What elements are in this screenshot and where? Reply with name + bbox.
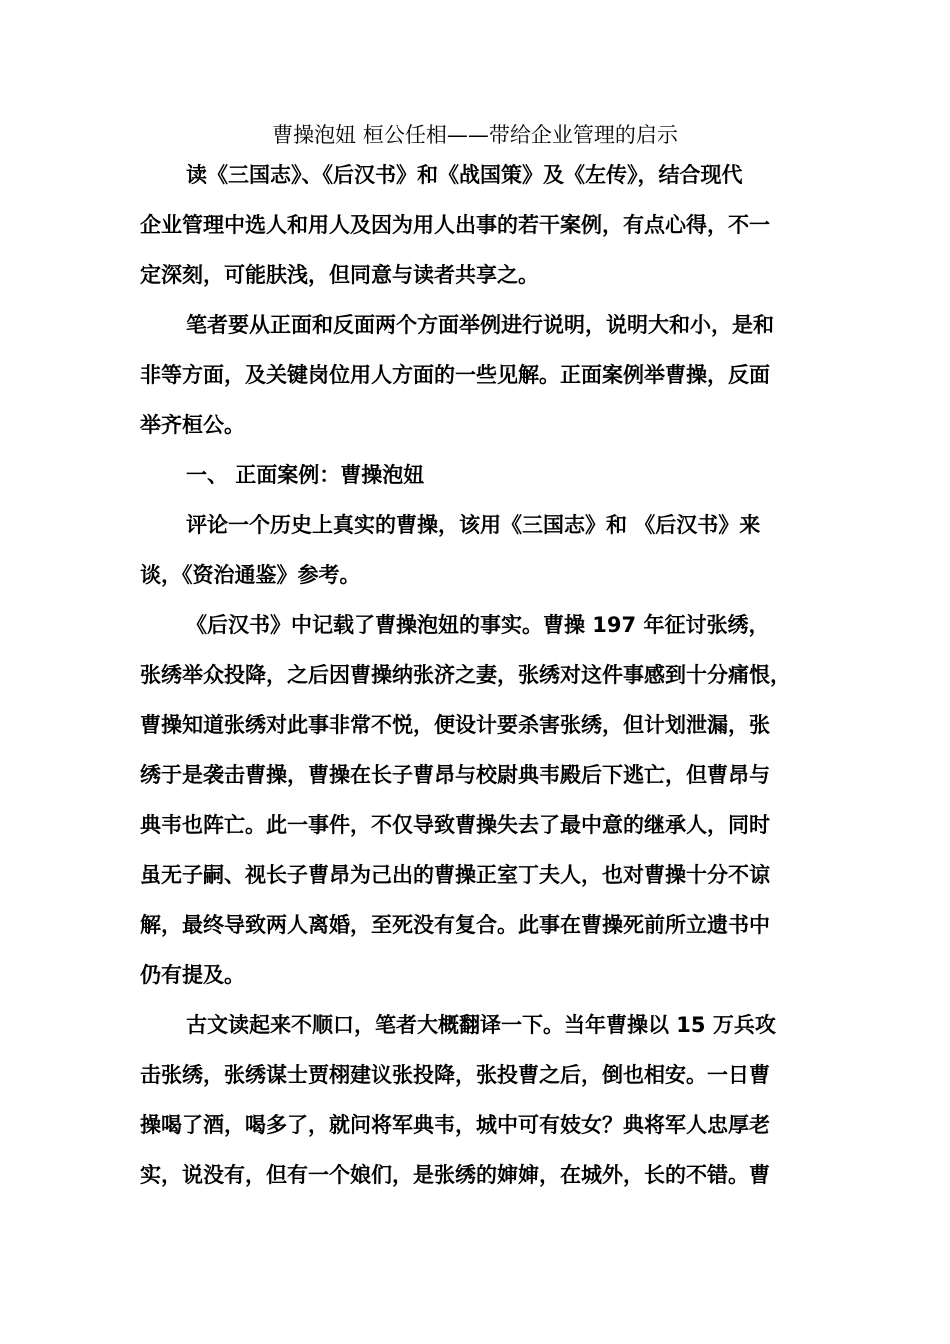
text-line: 击张绣，张绣谋士贾栩建议张投降，张投曹之后，倒也相安。一日曹 — [140, 1063, 770, 1087]
text-line: 读《三国志》、《后汉书》和《战国策》及《左传》，结合现代 — [186, 163, 743, 187]
text-line: 非等方面，及关键岗位用人方面的一些见解。正面案例举曹操，反面 — [140, 363, 770, 387]
text-line: 典韦也阵亡。此一事件，不仅导致曹操失去了最中意的继承人，同时 — [140, 813, 770, 837]
text-line: 《后汉书》中记载了曹操泡妞的事实。曹操 197 年征讨张绣， — [186, 613, 770, 637]
text-line: 定深刻，可能肤浅，但同意与读者共享之。 — [140, 263, 539, 287]
text-line: 实，说没有，但有一个娘们，是张绣的婶婶，在城外，长的不错。曹 — [140, 1163, 770, 1187]
text-line: 笔者要从正面和反面两个方面举例进行说明，说明大和小，是和 — [186, 313, 774, 337]
text-line: 仍有提及。 — [140, 963, 245, 987]
text-line: 谈，《资治通鉴》参考。 — [140, 563, 361, 587]
text-line: 举齐桓公。 — [140, 413, 245, 437]
text-line: 曹操知道张绣对此事非常不悦，便设计要杀害张绣，但计划泄漏，张 — [140, 713, 770, 737]
section-heading: 一、 正面案例：曹操泡妞 — [186, 463, 425, 487]
text-line: 操喝了酒，喝多了，就问将军典韦，城中可有妓女？典将军人忠厚老 — [140, 1113, 770, 1137]
text-line: 古文读起来不顺口，笔者大概翻译一下。当年曹操以 15 万兵攻 — [186, 1013, 776, 1037]
text-line: 虽无子嗣、视长子曹昂为己出的曹操正室丁夫人，也对曹操十分不谅 — [140, 863, 770, 887]
text-line: 张绣举众投降，之后因曹操纳张济之妻，张绣对这件事感到十分痛恨， — [140, 663, 791, 687]
text-line: 评论一个历史上真实的曹操，该用《三国志》和 《后汉书》来 — [186, 513, 761, 537]
text-line: 解，最终导致两人离婚，至死没有复合。此事在曹操死前所立遗书中 — [140, 913, 770, 937]
text-line: 企业管理中选人和用人及因为用人出事的若干案例，有点心得，不一 — [140, 213, 770, 237]
text-line: 绣于是袭击曹操，曹操在长子曹昂与校尉典韦殿后下逃亡，但曹昂与 — [140, 763, 770, 787]
document-title: 曹操泡妞 桓公任相——带给企业管理的启示 — [272, 123, 678, 147]
